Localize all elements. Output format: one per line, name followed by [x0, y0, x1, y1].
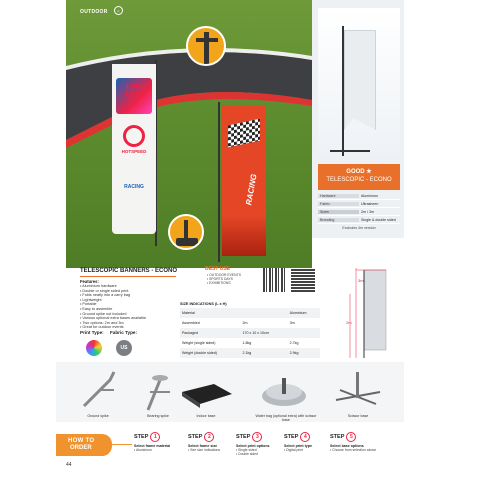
spec-note: Excludes 4m version — [342, 226, 376, 230]
how-to-label: HOW TO — [68, 438, 95, 444]
step-title: Select frame material — [134, 444, 171, 448]
page-number: 44 — [66, 462, 72, 468]
water-bag-icon — [256, 366, 312, 414]
spec-row — [318, 200, 400, 208]
list-item: • Two options: 2m and 3m — [80, 320, 124, 325]
step-number: 3 — [252, 432, 262, 442]
table-cell — [288, 328, 320, 338]
list-item: • Portable — [80, 302, 97, 307]
table-cell: 2.1kg — [240, 348, 287, 358]
order-step-1 — [134, 432, 184, 452]
zoom-detail-bottom — [168, 214, 204, 250]
econo-pole — [342, 26, 344, 156]
list-item: • Various optional extra bases available — [80, 316, 147, 321]
spec-row — [318, 216, 400, 224]
flag1-word-b: OUT — [125, 90, 143, 99]
best-use-list — [207, 273, 241, 286]
dimension-diagram — [346, 264, 398, 362]
section-tag: OUTDOOR — [80, 9, 108, 15]
features-heading: Features: — [80, 279, 99, 284]
table-cell: 2.9kg — [288, 348, 320, 358]
table-cell: 2.7kg — [289, 341, 299, 345]
sizes-heading: SIZE INDICATIONS (L x H) — [180, 302, 227, 306]
accessory-label: Scissor base — [347, 414, 369, 418]
spec-value: 2m / 3m — [361, 209, 374, 214]
features-list — [80, 284, 146, 330]
outdoor-icon: ☼ — [114, 6, 123, 15]
table-cell: Aluminium — [288, 308, 320, 318]
accessory-label: Ground spike — [87, 414, 109, 418]
list-item: • SPORTS DAYS — [207, 277, 233, 282]
list-item: • Great for outdoor events — [80, 325, 124, 330]
digital-print-icon — [86, 340, 102, 356]
step-label: STEP — [134, 434, 149, 440]
step-desc: • Choose from selection above — [330, 448, 377, 452]
how-to-order-badge — [56, 434, 112, 456]
order-connector — [112, 444, 132, 445]
flag1-word-d: RACING — [124, 184, 144, 190]
best-use-heading: BEST USE — [205, 266, 231, 272]
table-cell: Packaged — [180, 328, 240, 338]
table-cell: 3m — [289, 321, 295, 325]
step-title: Select print type — [284, 444, 312, 448]
dim-label-2m: 2m — [346, 320, 352, 325]
step-label: STEP — [330, 434, 345, 440]
qr-code-icon-2[interactable] — [291, 268, 315, 292]
spec-value: Aluminium — [361, 193, 378, 198]
table-row — [180, 348, 320, 358]
econo-flag — [344, 30, 376, 130]
accessory-label: Water bag (optional extra) with scissor base — [255, 414, 317, 422]
flag-turn-out — [112, 64, 156, 234]
table-cell: Weight (single sided) — [182, 341, 216, 345]
list-item: • Aluminium hardware — [80, 284, 117, 288]
order-step-4 — [284, 432, 334, 452]
step-number: 5 — [346, 432, 356, 442]
sizes-table — [180, 308, 320, 358]
step-number: 1 — [150, 432, 160, 442]
spec-key: Sizes — [318, 210, 359, 214]
step-title: Select base options — [330, 444, 364, 448]
step-title: Select frame size — [188, 444, 218, 448]
step-title: Select print options — [236, 444, 270, 448]
indoor-base-icon — [178, 366, 234, 414]
spec-key: Branding — [318, 218, 359, 222]
table-row — [180, 308, 320, 318]
step-desc: • Digital print — [284, 448, 304, 452]
zoom-detail-top — [186, 26, 226, 66]
list-item: • Lightweight — [80, 297, 102, 302]
fabric-badge: US — [116, 340, 132, 356]
spec-value: Single & double sided — [361, 217, 396, 222]
flag1-word-c: HOTSPEED — [121, 149, 147, 154]
table-row — [180, 338, 320, 348]
title-underline — [80, 276, 176, 277]
table-row — [180, 318, 320, 328]
spec-table — [318, 192, 400, 230]
table-cell — [240, 308, 287, 318]
list-item: • OUTDOOR EVENTS — [207, 273, 241, 277]
accessory-label: Bearing spike — [147, 414, 169, 418]
spec-key: Hardware — [318, 194, 359, 198]
list-item: • Easy to assemble — [80, 306, 113, 311]
spec-key: Fabric — [318, 202, 359, 206]
race-track — [66, 40, 312, 180]
flag1-word-a: TURN — [125, 84, 143, 90]
print-type-label: Print Type: — [80, 330, 104, 335]
flag2-word: RACING — [244, 173, 259, 206]
table-cell: 2m — [242, 321, 248, 325]
order-step-2 — [188, 432, 238, 452]
spec-row — [318, 208, 400, 216]
ground-spike-icon — [70, 366, 126, 414]
table-cell: Assembled — [182, 321, 200, 325]
step-label: STEP — [236, 434, 251, 440]
step-desc: • Single sided — [236, 448, 257, 452]
rating-product: TELESCOPIC - ECONO — [326, 177, 392, 183]
step-number: 4 — [300, 432, 310, 442]
step-label: STEP — [284, 434, 299, 440]
list-item: • Folds neatly into a carry bag — [80, 293, 131, 298]
order-step-5 — [330, 432, 394, 452]
list-item: • Ground spike not included — [80, 311, 127, 316]
flag-pole-2 — [218, 102, 220, 262]
table-cell: Material — [180, 308, 240, 318]
accessory-label: Indoor base — [196, 414, 216, 418]
step-label: STEP — [188, 434, 203, 440]
scissor-base-icon — [330, 366, 386, 414]
step-number: 2 — [204, 432, 214, 442]
table-cell: Weight (double sided) — [180, 348, 240, 358]
rating-label: GOOD ★ — [346, 169, 372, 175]
table-cell: 1.8kg — [242, 341, 252, 345]
econo-base — [330, 150, 370, 152]
list-item: • Double or single sided print — [80, 288, 129, 293]
flag-racing — [222, 106, 266, 256]
step-desc: • See size indications — [188, 448, 221, 452]
order-label: ORDER — [70, 445, 92, 451]
step-desc: • Aluminium — [134, 448, 152, 452]
spec-value: Ultrasheen — [361, 201, 379, 206]
fabric-type-label: Fabric Type: — [110, 330, 137, 335]
order-step-3 — [236, 432, 286, 456]
table-cell: 170 x 10 x 10cm — [240, 328, 287, 338]
product-title: TELESCOPIC BANNERS - ECONO — [80, 268, 178, 274]
dim-label-3m: 3m — [358, 278, 364, 283]
qr-code-icon[interactable] — [263, 268, 287, 292]
table-row — [180, 328, 320, 338]
list-item: • EXHIBITIONS — [207, 281, 231, 286]
spec-row — [318, 192, 400, 200]
step-desc: • Double sided — [236, 452, 258, 456]
rating-panel — [318, 164, 400, 190]
